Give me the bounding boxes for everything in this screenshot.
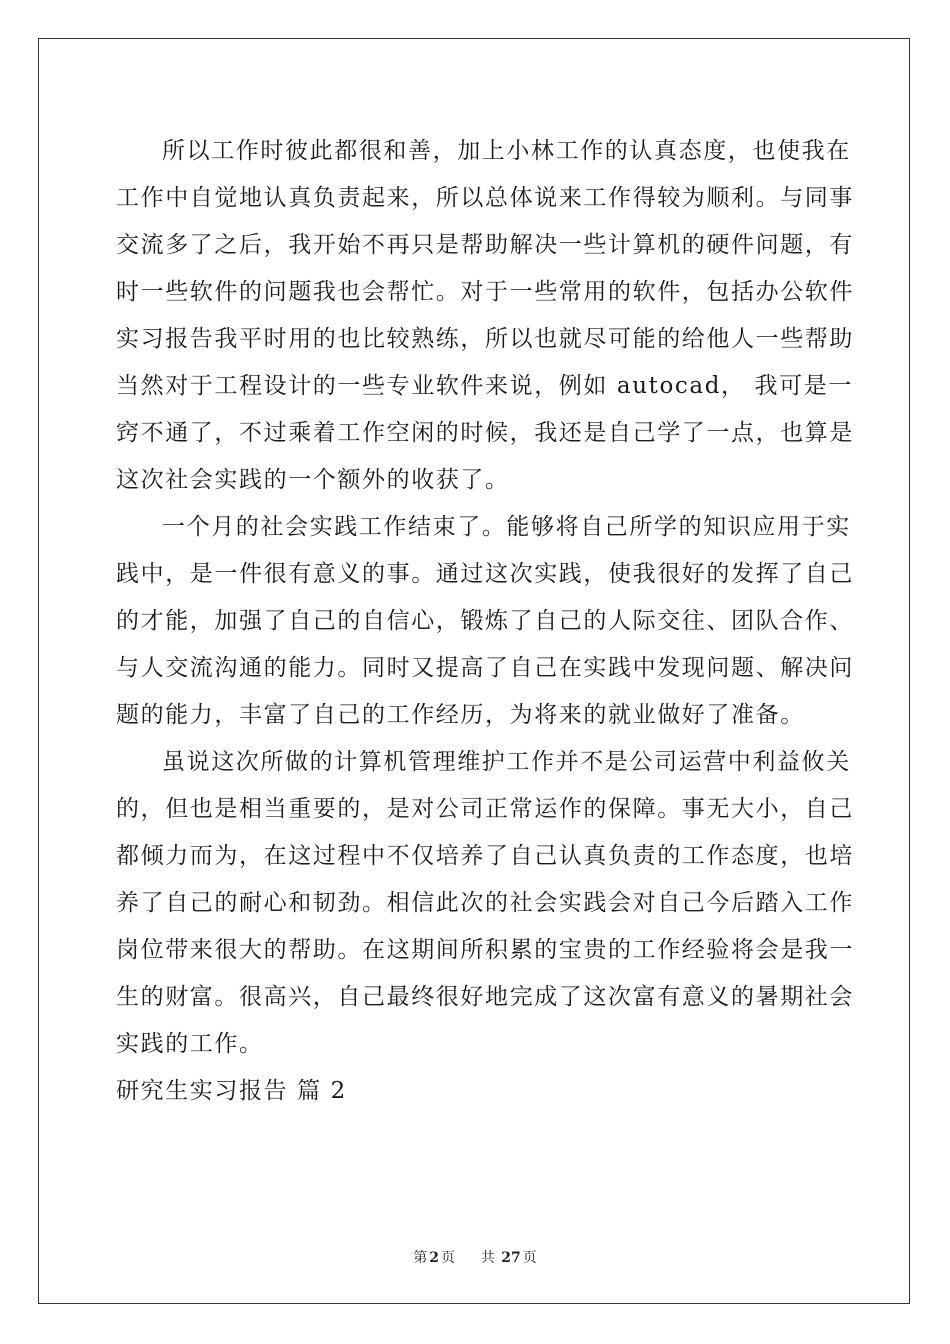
text-line: 当然对于工程设计的一些专业软件来说，例如 autocad， 我可是一 [116,373,853,399]
total-indicator [479,1250,539,1266]
text-line: 所以工作时彼此都很和善，加上小林工作的认真态度，也使我在 [162,138,851,164]
paragraph [116,739,854,1068]
text-line: 践中，是一件很有意义的事。通过这次实践，使我很好的发挥了自己 [116,561,854,587]
text-line: 的才能，加强了自己的自信心，锻炼了自己的人际交往、团队合作、 [116,608,854,634]
text-line: 生的财富。很高兴，自己最终很好地完成了这次富有意义的暑期社会 [116,984,854,1010]
text-line: 与人交流沟通的能力。同时又提高了自己在实践中发现问题、解决问 [116,655,854,681]
total-unit: 页 [522,1250,537,1266]
text-line: 岗位带来很大的帮助。在这期间所积累的宝贵的工作经验将会是我一 [116,937,854,963]
text-line: 交流多了之后，我开始不再只是帮助解决一些计算机的硬件问题，有 [116,232,854,258]
document-body [116,128,854,1115]
page-unit: 页 [441,1250,455,1266]
text-line: 实习报告我平时用的也比较熟练，所以也就尽可能的给他人一些帮助 [116,326,854,352]
paragraph [116,128,854,504]
paragraph [116,504,854,739]
total-prefix: 共 [480,1250,495,1266]
page-prefix: 第 [413,1250,428,1266]
section-heading: 研究生实习报告 篇 2 [116,1078,347,1104]
total-pages: 27 [501,1250,521,1266]
text-line: 时一些软件的问题我也会帮忙。对于一些常用的软件，包括办公软件 [116,279,854,305]
page-number: 2 [429,1250,439,1266]
text-line: 这次社会实践的一个额外的收获了。 [116,467,510,493]
text-line: 题的能力，丰富了自己的工作经历，为将来的就业做好了准备。 [116,702,805,728]
text-line: 都倾力而为，在这过程中不仅培养了自己认真负责的工作态度，也培 [116,843,854,869]
page-footer [0,1247,950,1267]
page-indicator [411,1250,457,1266]
text-line: 养了自己的耐心和韧劲。相信此次的社会实践会对自己今后踏入工作 [116,890,854,916]
text-line: 窍不通了，不过乘着工作空闲的时候，我还是自己学了一点，也算是 [116,420,854,446]
text-line: 的，但也是相当重要的，是对公司正常运作的保障。事无大小，自己 [116,796,854,822]
text-line: 工作中自觉地认真负责起来，所以总体说来工作得较为顺利。与同事 [116,185,854,211]
text-line: 实践的工作。 [116,1031,264,1057]
text-line: 一个月的社会实践工作结束了。能够将自己所学的知识应用于实 [162,514,851,540]
text-line: 虽说这次所做的计算机管理维护工作并不是公司运营中利益攸关 [162,749,851,775]
